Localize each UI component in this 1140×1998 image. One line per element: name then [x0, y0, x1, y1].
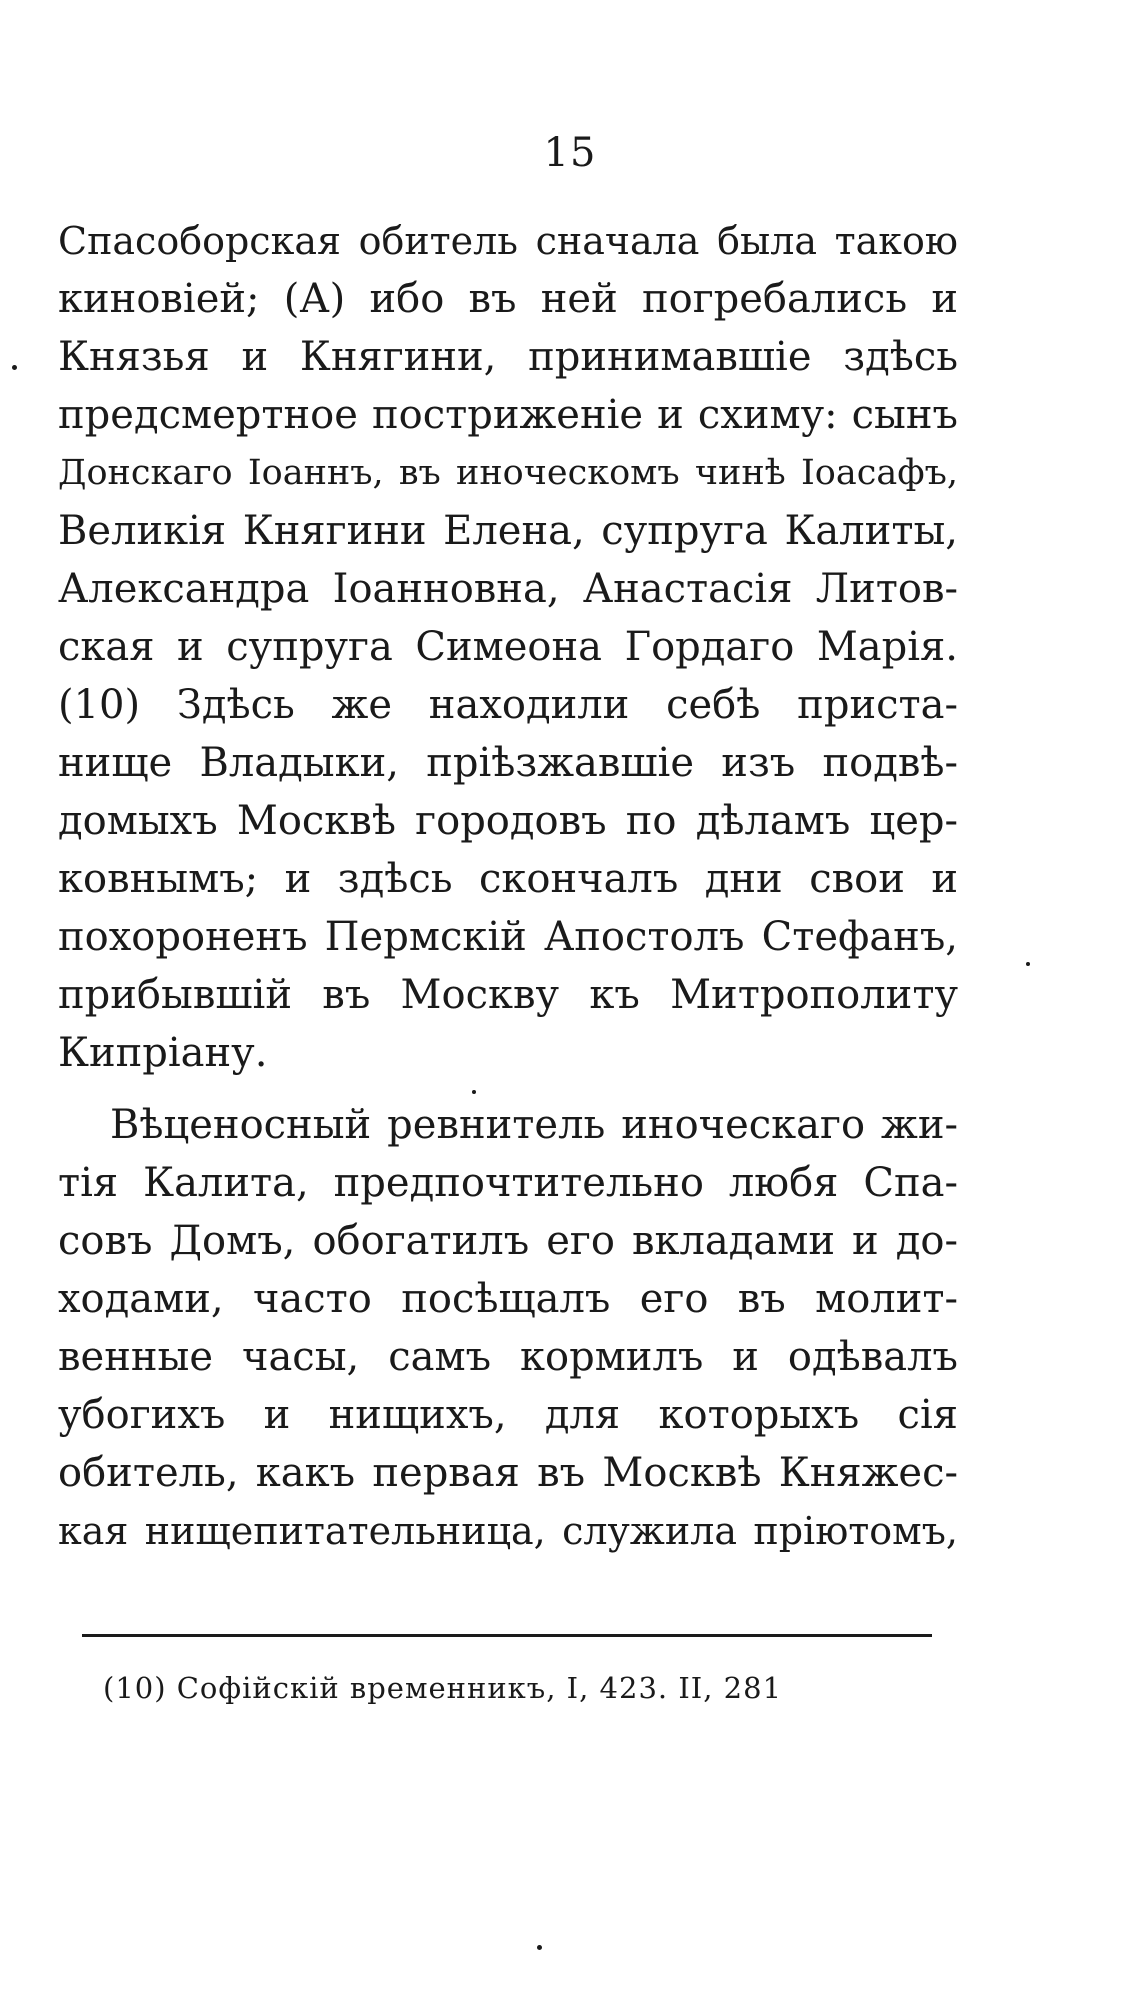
text-line: нище Владыки, пріѣзжавшіе изъ подвѣ- — [58, 740, 958, 786]
text-line: Александра Іоанновна, Анастасія Литов- — [58, 566, 958, 612]
footnote: (10) Софійскій временникъ, I, 423. II, 281 — [103, 1671, 783, 1705]
paragraph-gap — [58, 1082, 958, 1096]
body-text — [58, 212, 958, 1560]
text-line: совъ Домъ, обогатилъ его вкладами и до- — [58, 1218, 958, 1264]
page-number: 15 — [543, 130, 597, 176]
text-line: венные часы, самъ кормилъ и одѣвалъ — [58, 1334, 958, 1380]
print-speck — [537, 1945, 542, 1950]
text-line: обитель, какъ первая въ Москвѣ Княжес- — [58, 1450, 958, 1496]
text-line: домыхъ Москвѣ городовъ по дѣламъ цер- — [58, 798, 958, 844]
text-line: кая нищепитательница, служила пріютомъ, — [58, 1509, 958, 1553]
text-line: ская и супруга Симеона Гордаго Марія. — [58, 624, 958, 670]
text-line: прибывшій въ Москву къ Митрополиту — [58, 972, 958, 1018]
print-speck — [12, 365, 17, 370]
text-line: Вѣценосный ревнитель иноческаго жи- — [110, 1102, 958, 1148]
text-line: похороненъ Пермскій Апостолъ Стефанъ, — [58, 914, 958, 960]
text-line: Кипріану. — [58, 1030, 268, 1076]
text-line: ковнымъ; и здѣсь скончалъ дни свои и — [58, 856, 958, 902]
text-line: Спасоборская обитель сначала была такою — [58, 219, 958, 263]
text-line: (10) Здѣсь же находили себѣ приста- — [58, 682, 958, 728]
text-line: киновіей; (А) ибо въ ней погребались и — [58, 276, 958, 322]
text-line: ходами, часто посѣщалъ его въ молит- — [58, 1276, 958, 1322]
text-line: Князья и Княгини, принимавшіе здѣсь — [58, 334, 958, 380]
print-speck — [472, 1090, 476, 1094]
footnote-divider — [82, 1634, 932, 1637]
text-line: предсмертное постриженіе и схиму: сынъ — [58, 392, 958, 438]
print-speck — [1026, 962, 1030, 966]
text-line: убогихъ и нищихъ, для которыхъ сія — [58, 1392, 958, 1438]
text-line: тія Калита, предпочтительно любя Спа- — [58, 1160, 958, 1206]
text-line: Великія Княгини Елена, супруга Калиты, — [58, 508, 958, 554]
text-line: Донскаго Іоаннъ, въ иноческомъ чинѣ Іоасафъ, — [58, 453, 958, 493]
